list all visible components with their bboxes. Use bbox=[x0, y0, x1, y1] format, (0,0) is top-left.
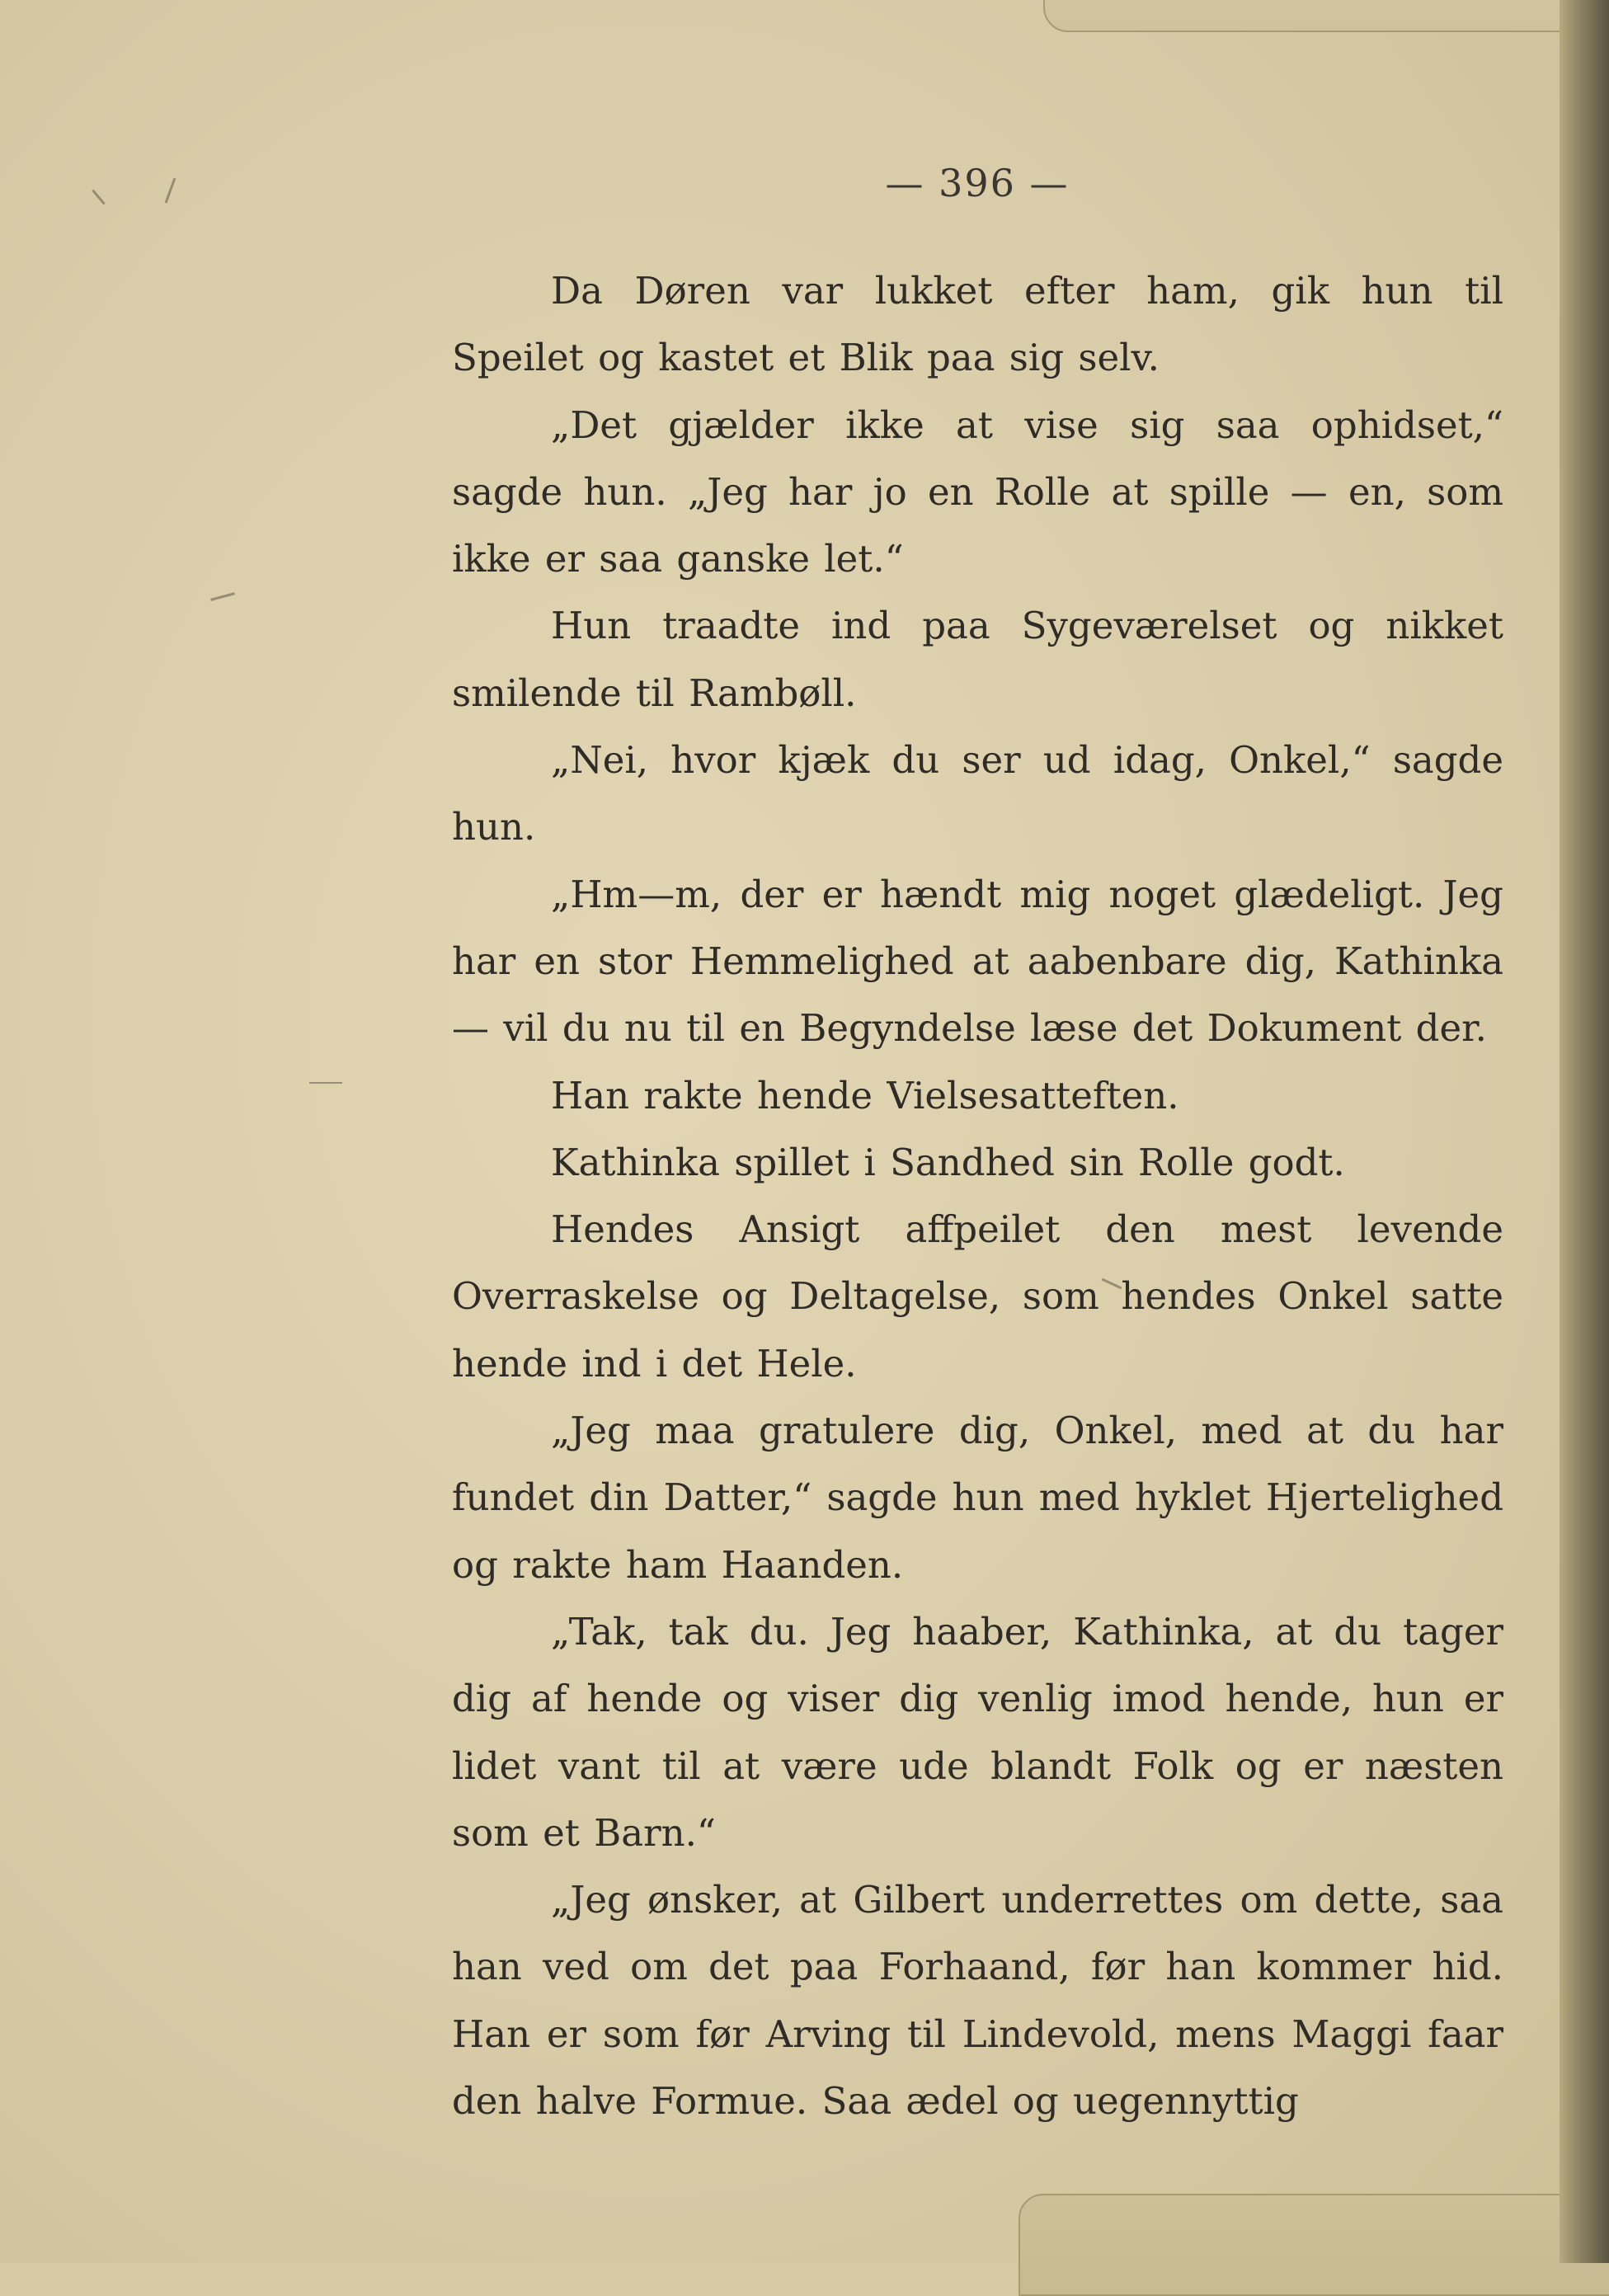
paragraph: „Nei, hvor kjæk du ser ud idag, Onkel,“ sagde hun. bbox=[452, 738, 1503, 849]
paragraph: Han rakte hende Vielsesatteften. bbox=[551, 1073, 1179, 1117]
paragraph: Hun traadte ind paa Sygeværelset og nikket smilende til Rambøll. bbox=[452, 604, 1503, 715]
page-number: — 396 — bbox=[885, 161, 1070, 205]
paper-fold-top bbox=[1043, 0, 1609, 32]
paper-fold-bottom bbox=[1019, 2194, 1609, 2296]
body-text bbox=[452, 257, 1503, 2134]
ink-speck bbox=[309, 1082, 342, 1084]
paragraph: „Jeg ønsker, at Gilbert underrettes om dette, saa han ved om det paa Forhaand, før han kommer hid. Han er som før Arving til Lindevold, mens Maggi faar den halve Formue. Saa ædel og uegennyttig bbox=[452, 1878, 1503, 2124]
paragraph: „Hm—m, der er hændt mig noget glædeligt. Jeg har en stor Hemmelighed at aabenbare dig, Kathinka — vil du nu til en Begyndelse læse det Dokument der. bbox=[452, 872, 1503, 1051]
paragraph: Da Døren var lukket efter ham, gik hun til Speilet og kastet et Blik paa sig selv. bbox=[452, 269, 1503, 380]
paragraph: Kathinka spillet i Sandhed sin Rolle godt. bbox=[551, 1140, 1345, 1184]
paragraph: „Jeg maa gratulere dig, Onkel, med at du har fundet din Datter,“ sagde hun med hyklet Hjertelighed og rakte ham Haanden. bbox=[452, 1409, 1503, 1587]
ink-speck bbox=[210, 592, 235, 601]
paragraph: „Det gjælder ikke at vise sig saa ophidset,“ sagde hun. „Jeg har jo en Rolle at spille — en, som ikke er saa ganske let.“ bbox=[452, 402, 1503, 581]
paragraph: Hendes Ansigt affpeilet den mest levende Overraskelse og Deltagelse, som hendes Onkel satte hende ind i det Hele. bbox=[452, 1207, 1503, 1386]
page-edge bbox=[1560, 0, 1609, 2263]
paragraph: „Tak, tak du. Jeg haaber, Kathinka, at du tager dig af hende og viser dig venlig imod hende, hun er lidet vant til at være ude blandt Folk og er næsten som et Barn.“ bbox=[452, 1609, 1503, 1855]
